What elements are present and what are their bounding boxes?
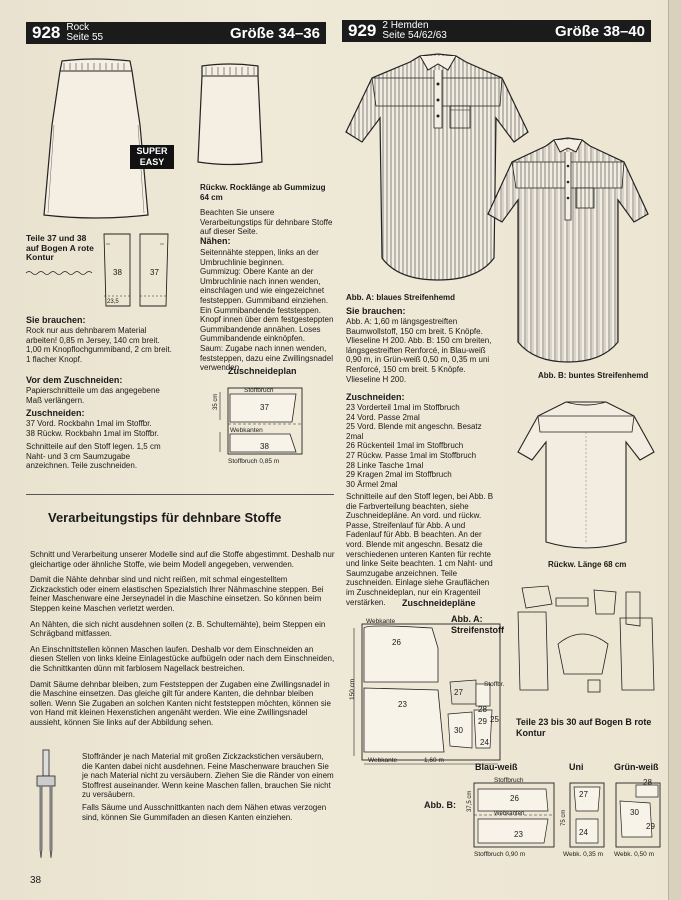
caption-back-length: Rückw. Länge 68 cm: [548, 560, 627, 569]
plan-a-piece-26: 26: [392, 638, 401, 647]
vor-dem-text: Papierschnitteile um das angegebene Maß verlängern.: [26, 386, 160, 405]
shirt-b-drawing: [488, 130, 656, 370]
badge-line-2: EASY: [139, 157, 165, 167]
piece-37-label: 37: [150, 268, 159, 277]
plan-piece-38: 38: [260, 442, 269, 451]
plan-height-928: 35 cm: [213, 393, 219, 410]
plan-webkanten-928: Webkanten: [230, 427, 263, 434]
plan-b-piece-29: 29: [646, 822, 655, 831]
zuschneiden-item: 26 Rückenteil 1mal im Stoffbruch: [346, 441, 464, 451]
section-divider: [26, 494, 334, 495]
plan-a-webkante: Webkante: [366, 618, 396, 625]
needle-text-2: Falls Säume und Ausschnittkanten nach dem Nähen etwas verzogen sind, können Sie Gummifaden an diesen Kanten einziehen.: [82, 803, 327, 822]
shirt-back-drawing: [516, 394, 656, 558]
header-928: [26, 22, 326, 44]
tips-paragraph: Damit die Nähte dehnbar sind und nicht reißen, mit schmal eingestelltem Zickzackstich oder einem elastischen Spezialstich Ihrer Nähmaschine steppen. Bei feiner Maschenware eine Jerseynadel in die Maschine einsetzen. So können beim Steppen keine Maschen verletzt werden.: [30, 575, 324, 613]
plan-a-piece-27: 27: [454, 688, 463, 697]
plan-b-webkanten: Webkanten: [494, 811, 525, 817]
plan-b-uni-bottom: Webk. 0,35 m: [563, 851, 603, 858]
zuschneiden-item: 25 Vord. Blende mit angeschn. Besatz 2mal: [346, 422, 482, 441]
plan-title-928: Zuschneideplan: [228, 366, 297, 376]
plan-b-piece-30: 30: [630, 808, 639, 817]
plan-a-piece-28: 28: [478, 705, 487, 714]
parts-label-929: Teile 23 bis 30 auf Bogen B rote Kontur: [516, 717, 652, 738]
plan-b-piece-28: 28: [643, 778, 652, 787]
plan-b-blau-title: Blau-weiß: [475, 762, 518, 772]
sie-brauchen-text-928: Rock nur aus dehnbarem Material arbeiten! 0,85 m Jersey, 140 cm breit. 1,00 m Knopflochgummiband, 2 cm breit. 1 flacher Knopf.: [26, 326, 172, 364]
plan-b-gruen-title: Grün-weiß: [614, 762, 659, 772]
plan-b-piece-26: 26: [510, 794, 519, 803]
pattern-pieces-23-30: [512, 584, 662, 694]
zuschneiden-item: 30 Ärmel 2mal: [346, 479, 398, 489]
needle-text-1: Stoffränder je nach Material mit großen Zickzackstichen versäubern, die Kanten dabei nicht ausdehnen. Feine Maschenware brauchen Sie je nach Material nicht zu versäubern. Ziehen Sie die Ränder von einem Stoffrest auseinander. Wenn keine Maschen fallen, brauchen Sie nicht zu versäubern.: [82, 752, 334, 800]
plan-b-blau-bottom: Stoffbruch 0,90 m: [474, 851, 526, 858]
skirt-front-drawing: [40, 55, 150, 225]
sie-brauchen-title-929: Sie brauchen:: [346, 306, 406, 316]
zuschneiden-title-928: Zuschneiden:: [26, 408, 85, 418]
tips-paragraph: An Einschnittstellen können Maschen laufen. Deshalb vor dem Einschneiden an diesen Stellen von links kleine Einlagestücke aufbügeln oder nach dem Einschneiden, die Schnittkanten dünn mit farblosem Nagellack bestreichen.: [30, 644, 335, 673]
zuschneiden-item: 27 Rückw. Passe 1mal im Stoffbruch: [346, 450, 477, 460]
next-page-edge: [668, 0, 681, 900]
tips-title: Verarbeitungstips für dehnbare Stoffe: [48, 510, 282, 525]
zuschneiden-item: 37 Vord. Rockbahn 1mal im Stoffbr.: [26, 419, 152, 428]
tips-paragraph: Damit Säume dehnbar bleiben, zum Feststeppen der Zugaben eine Zwillingsnadel in die Maschine einsetzen. Das gleiche gilt für andere Kanten, die dehnbar bleiben sollen. Wenn Sie Zugaben an solchen Kanten nicht feststeppen möchten, können sie von Hand mit kleinen Hexenstichen angenäht werden. Wie eine Zwillingsnadel aussieht, können Sie links auf der Abbildung sehen.: [30, 679, 331, 727]
sie-brauchen-text-929: Abb. A: 1,60 m längsgestreiften Baumwollstoff, 150 cm breit. 5 Knöpfe. Vlieseline H 200. Abb. B: 150 cm breiten, längsgestreiften Renforcé, in Blau-weiß 0,90 m, in Grün-weiß 0,50 m, 0,35 m uni Renforcé, 150 cm breit. 5 Knöpfe. Vlieseline H 200.: [346, 317, 492, 384]
zuschneiden-item: 24 Vord. Passe 2mal: [346, 412, 420, 422]
plan-b-piece-24: 24: [579, 828, 588, 837]
naehen-step: Gummizug: Obere Kante an der Umbruchlinie nach innen wenden, einschlagen und wie eingezeichnet feststeppen. Gummiband einziehen. Ein Gummibandende feststeppen. Knopf innen über dem festgesteppten Gummibandende annähen. Loses Gummibandende einknöpfen.: [200, 267, 334, 344]
parts-label-928: Teile 37 und 38 auf Bogen A rote Kontur: [26, 233, 94, 263]
plan-stoffbruch-928: Stoffbruch: [244, 387, 274, 394]
model-size: Größe 34–36: [229, 24, 320, 42]
sie-brauchen-title-928: Sie brauchen:: [26, 315, 86, 325]
schnitt-text-928: Schnitteile auf den Stoff legen. 1,5 cm Naht- und 3 cm Saumzugabe anzeichnen. Teile zuschneiden.: [26, 442, 161, 471]
plan-a-piece-29: 29: [478, 717, 487, 726]
caption-abb-b: Abb. B: buntes Streifenhemd: [538, 371, 649, 380]
twin-needle-icon: [34, 750, 58, 860]
model-number-929: 929: [348, 21, 377, 40]
abb-b-label: Abb. B:: [424, 800, 456, 810]
vor-dem-title: Vor dem Zuschneiden:: [26, 375, 123, 385]
model-name: Rock: [66, 22, 90, 33]
plan-a-stoffbr: Stoffbr.: [484, 681, 505, 688]
zuschneiden-title-929: Zuschneiden:: [346, 392, 405, 402]
plan-b-piece-27: 27: [579, 790, 588, 799]
plan-piece-37: 37: [260, 403, 269, 412]
plan-b-height-1: 37,5 cm: [467, 790, 473, 812]
plan-a-height: 150 cm: [349, 678, 356, 700]
model-seite-929: Seite 54/62/63: [382, 30, 447, 41]
plan-b-height-2: 75 cm: [561, 809, 567, 826]
header-929: [342, 20, 651, 42]
naehen-step: Seitennähte steppen, links an der Umbruchlinie beginnen.: [200, 248, 319, 267]
tips-hint: Beachten Sie unsere Verarbeitungstips für dehnbare Stoffe auf dieser Seite.: [200, 208, 333, 237]
plan-a-piece-24: 24: [480, 738, 489, 747]
zuschneiden-item: 38 Rückw. Rockbahn 1mal im Stoffbr.: [26, 428, 159, 438]
zuschneiden-item: 29 Kragen 2mal im Stoffbruch: [346, 470, 452, 480]
tips-paragraphs: [30, 550, 335, 728]
plans-title: Zuschneidepläne: [402, 598, 476, 608]
naehen-step: Saum: Zugabe nach innen wenden, feststeppen, dazu eine Zwillingsnadel verwenden.: [200, 343, 333, 373]
zuschneiden-item: 23 Vorderteil 1mal im Stoffbruch: [346, 403, 460, 412]
model-seite: Seite 55: [66, 32, 104, 43]
badge-line-1: SUPER: [136, 146, 168, 156]
model-name-block: [66, 23, 103, 43]
caption-abb-a: Abb. A: blaues Streifenhemd: [346, 293, 456, 302]
plan-a-webkante-bottom: Webkante: [368, 757, 398, 764]
naehen-block: [200, 248, 335, 373]
piece-38-label: 38: [113, 268, 122, 277]
cutting-plan-928: [216, 384, 306, 464]
skirt-back-drawing: [196, 62, 264, 170]
plan-width-928: Stoffbruch 0,85 m: [228, 458, 280, 465]
model-name-929: 2 Hemden: [382, 20, 429, 31]
model-size-929: Größe 38–40: [554, 22, 645, 40]
naehen-title: Nähen:: [200, 236, 231, 246]
page-number: 38: [30, 875, 42, 886]
schnitt-text-929: Schnitteile auf den Stoff legen, bei Abb. B die Farbverteilung beachten, siehe Zuschneidepläne. An vord. und rückw. Passe, Streifenlauf für Abb. A und Fadenlauf für Abb. B beachten. An der vord. Blende mit angeschn. Besatz die verschiedenen unteren Kanten für rechte und linke Seite beachten. 1 cm Naht- und Saumzugabe anzeichnen. Teile zuschneiden. Einlage siehe Grauflächen im Zuschneideplan, nur ein Kragenteil verstärken.: [346, 492, 494, 607]
plan-a-piece-23: 23: [398, 700, 407, 709]
super-easy-badge: [130, 145, 174, 169]
plan-a-piece-25: 25: [490, 715, 499, 724]
tips-paragraph: An Nähten, die sich nicht ausdehnen sollen (z. B. Schulternähte), beim Steppen ein Schrägband mitfassen.: [30, 619, 326, 639]
plan-b-stoffbruch: Stoffbruch: [494, 777, 524, 784]
plan-a-width: 1,60 m: [424, 757, 444, 764]
plan-b-piece-23: 23: [514, 830, 523, 839]
abb-a-label: Abb. A: Streifenstoff: [451, 614, 505, 635]
tips-paragraph: Schnitt und Verarbeitung unserer Modelle sind auf die Stoffe abgestimmt. Deshalb nur gleichartige oder ähnliche Stoffe, wie beim Modell angegeben, verwenden.: [30, 550, 335, 569]
plan-a-piece-30: 30: [454, 726, 463, 735]
model-name-block-929: [382, 21, 447, 41]
piece-width-label: 23,5: [107, 299, 119, 305]
back-length-caption: Rückw. Rocklänge ab Gummizug 64 cm: [200, 183, 326, 202]
model-number: 928: [32, 23, 61, 42]
zuschneiden-list-928: [26, 419, 176, 438]
zuschneiden-item: 28 Linke Tasche 1mal: [346, 460, 424, 470]
plan-b-gruen-bottom: Webk. 0,50 m: [614, 851, 654, 858]
zuschneiden-list-929: [346, 403, 496, 489]
wavy-line: [26, 270, 92, 276]
plan-b-uni-title: Uni: [569, 762, 584, 772]
